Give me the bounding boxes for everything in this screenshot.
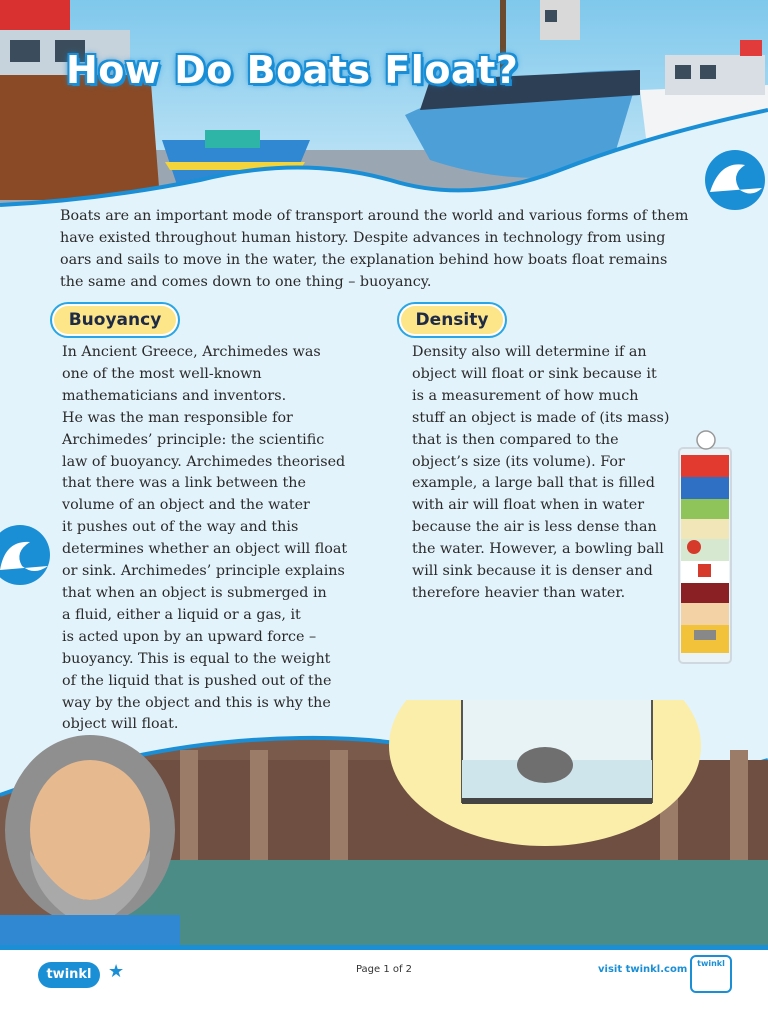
buoyancy-line: mathematicians and inventors.	[62, 387, 287, 404]
density-line: the water. However, a bowling ball	[412, 541, 664, 558]
buoyancy-line: a fluid, either a liquid or a gas, it	[62, 606, 301, 623]
density-line: that is then compared to the	[412, 431, 619, 448]
page-number: Page 1 of 2	[355, 964, 413, 975]
website-link[interactable]: visit twinkl.com	[598, 964, 688, 975]
quality-badge-icon	[690, 955, 732, 993]
density-line: Density also will determine if an	[412, 344, 647, 360]
harbour-boats-illustration	[0, 0, 768, 215]
density-line: because the air is less dense than	[412, 519, 657, 536]
density-line: with air will float when in water	[412, 497, 645, 514]
buoyancy-line: way by the object and this is why the	[62, 694, 331, 711]
density-line: is a measurement of how much	[412, 387, 639, 404]
buoyancy-line: law of buoyancy. Archimedes theorised	[62, 453, 346, 470]
footer-stripe	[0, 945, 768, 950]
buoyancy-heading: Buoyancy	[50, 302, 180, 338]
buoyancy-line: it pushes out of the way and this	[62, 519, 299, 536]
twinkl-logo[interactable]: twinkl	[38, 962, 100, 988]
wave-icon	[0, 520, 52, 590]
buoyancy-line: object will float.	[62, 716, 179, 733]
buoyancy-line: of the liquid that is pushed out of the	[62, 672, 332, 689]
buoyancy-line: is acted upon by an upward force –	[62, 628, 317, 645]
star-icon: ★	[108, 961, 125, 982]
density-line: stuff an object is made of (its mass)	[412, 409, 670, 426]
density-column-illustration	[676, 430, 736, 665]
buoyancy-line: or sink. Archimedes’ principle explains	[62, 563, 345, 580]
buoyancy-line: buoyancy. This is equal to the weight	[62, 650, 331, 667]
density-line: object’s size (its volume). For	[412, 453, 625, 470]
buoyancy-line: volume of an object and the water	[62, 497, 310, 514]
buoyancy-text	[62, 342, 372, 736]
buoyancy-line: Archimedes’ principle: the scientific	[62, 431, 325, 448]
buoyancy-line: In Ancient Greece, Archimedes was	[62, 344, 321, 360]
intro-paragraph: Boats are an important mode of transport around the world and various forms of them have existed throughout human history. Despite advances in technology from using oars and sails to move in the water, the explanation behind how boats float remains the same and comes down to one thing – buoyancy.	[60, 208, 689, 290]
buoyancy-line: that when an object is submerged in	[62, 584, 327, 601]
buoyancy-line: that there was a link between the	[62, 475, 306, 492]
density-line: therefore heavier than water.	[412, 584, 626, 601]
density-text	[412, 342, 702, 605]
density-line: will sink because it is denser and	[412, 563, 653, 580]
roman-baths-illustration	[0, 700, 768, 950]
buoyancy-line: one of the most well-known	[62, 365, 262, 382]
buoyancy-line: He was the man responsible for	[62, 409, 293, 426]
density-line: example, a large ball that is filled	[412, 475, 655, 492]
page-title: How Do Boats Float?	[66, 48, 519, 92]
density-heading: Density	[397, 302, 507, 338]
density-line: object will float or sink because it	[412, 365, 657, 382]
buoyancy-line: determines whether an object will float	[62, 541, 348, 558]
badge-label: twinkl	[697, 959, 725, 968]
footer-bar	[0, 945, 768, 1024]
